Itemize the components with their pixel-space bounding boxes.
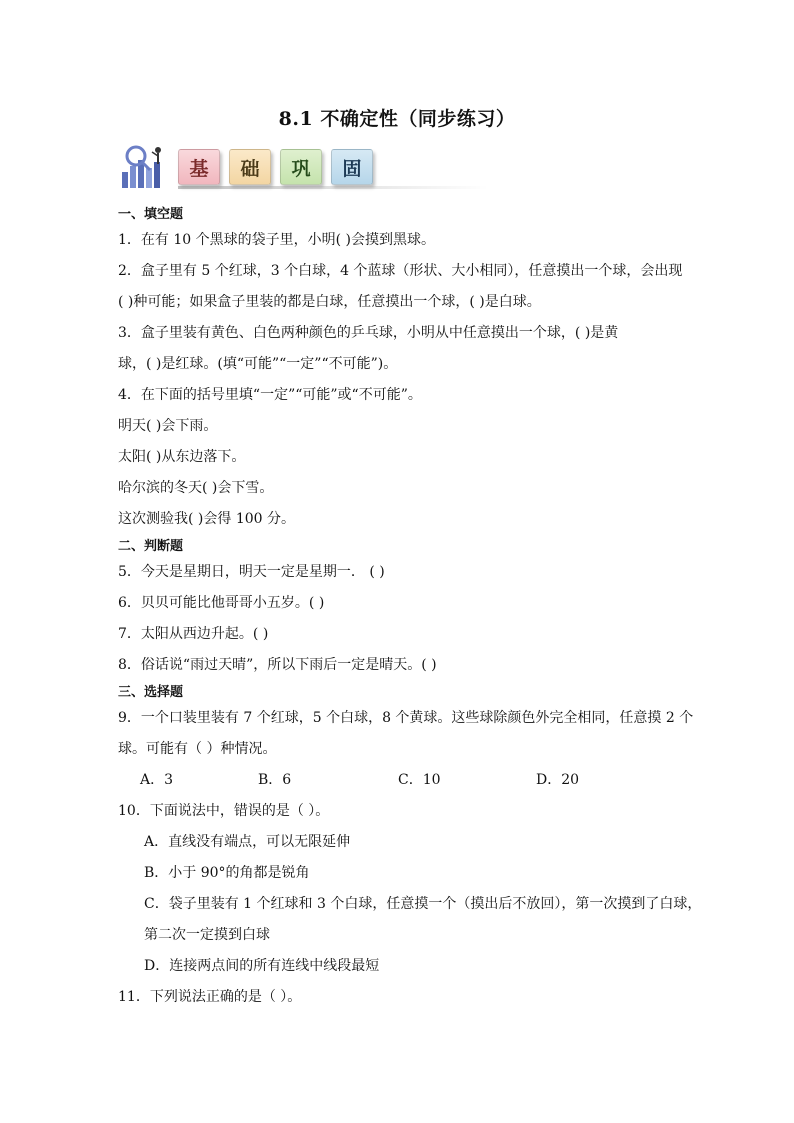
- question-4: 4．在下面的括号里填“一定”“可能”或“不可能”。: [118, 387, 422, 403]
- option-c: C．10: [398, 772, 441, 788]
- banner-tile: 固: [331, 149, 373, 185]
- question-9-line-1: 9．一个口装里装有 7 个红球，5 个白球，8 个黄球。这些球除颜色外完全相同，任意摸 2 个: [118, 710, 694, 726]
- question-5: 5．今天是星期日，明天一定是星期一． ( ): [118, 564, 385, 580]
- question-9-line-2: 球。可能有（ ）种情况。: [118, 741, 277, 757]
- question-6: 6．贝贝可能比他哥哥小五岁。( ): [118, 595, 325, 611]
- banner-underline: [178, 186, 488, 189]
- banner-tiles: [178, 149, 373, 185]
- option-d: D．20: [536, 772, 580, 788]
- question-10-option-c-line-1: C．袋子里装有 1 个红球和 3 个白球，任意摸一个（摸出后不放回），第一次摸到了白球，: [144, 896, 702, 912]
- banner-tile: 巩: [280, 149, 322, 185]
- question-4-item-b: 太阳( )从东边落下。: [118, 449, 246, 465]
- question-2-line-1: 2．盒子里有 5 个红球，3 个白球，4 个蓝球（形状、大小相同），任意摸出一个球，会出现: [118, 263, 683, 279]
- page-title: 8.1 不确定性（同步练习）: [278, 108, 516, 130]
- section-heading-true-false: 二、判断题: [118, 539, 184, 554]
- banner-tile: 基: [178, 149, 220, 185]
- question-3-line-1: 3．盒子里装有黄色、白色两种颜色的乒乓球，小明从中任意摸出一个球，( )是黄: [118, 325, 619, 341]
- question-11: 11．下列说法正确的是（ ）。: [118, 989, 302, 1005]
- question-4-item-c: 哈尔滨的冬天( )会下雪。: [118, 480, 274, 496]
- question-7: 7．太阳从西边升起。( ): [118, 626, 269, 642]
- question-10-option-b: B．小于 90°的角都是锐角: [144, 865, 310, 881]
- question-3-line-2: 球，( )是红球。(填“可能”“一定”“不可能”)。: [118, 356, 398, 372]
- option-a: A．3: [140, 772, 174, 788]
- question-10-option-c-line-2: 第二次一定摸到白球: [144, 927, 270, 943]
- question-1: 1．在有 10 个黑球的袋子里，小明( )会摸到黑球。: [118, 232, 435, 248]
- question-10-option-a: A．直线没有端点，可以无限延伸: [144, 834, 351, 850]
- section-heading-multiple-choice: 三、选择题: [118, 685, 184, 700]
- option-b: B．6: [258, 772, 292, 788]
- section-heading-fill-blank: 一、填空题: [118, 207, 184, 222]
- section-banner: [118, 142, 378, 190]
- magnifier-chart-icon: [118, 142, 170, 190]
- banner-tile: 础: [229, 149, 271, 185]
- question-10: 10．下面说法中，错误的是（ ）。: [118, 803, 330, 819]
- question-2-line-2: ( )种可能；如果盒子里装的都是白球，任意摸出一个球，( )是白球。: [118, 294, 541, 310]
- question-4-item-d: 这次测验我( )会得 100 分。: [118, 511, 295, 527]
- question-9-options: [140, 769, 579, 789]
- question-4-item-a: 明天( )会下雨。: [118, 418, 218, 434]
- question-8: 8．俗话说“雨过天晴”，所以下雨后一定是晴天。( ): [118, 657, 437, 673]
- question-10-option-d: D．连接两点间的所有连线中线段最短: [144, 958, 380, 974]
